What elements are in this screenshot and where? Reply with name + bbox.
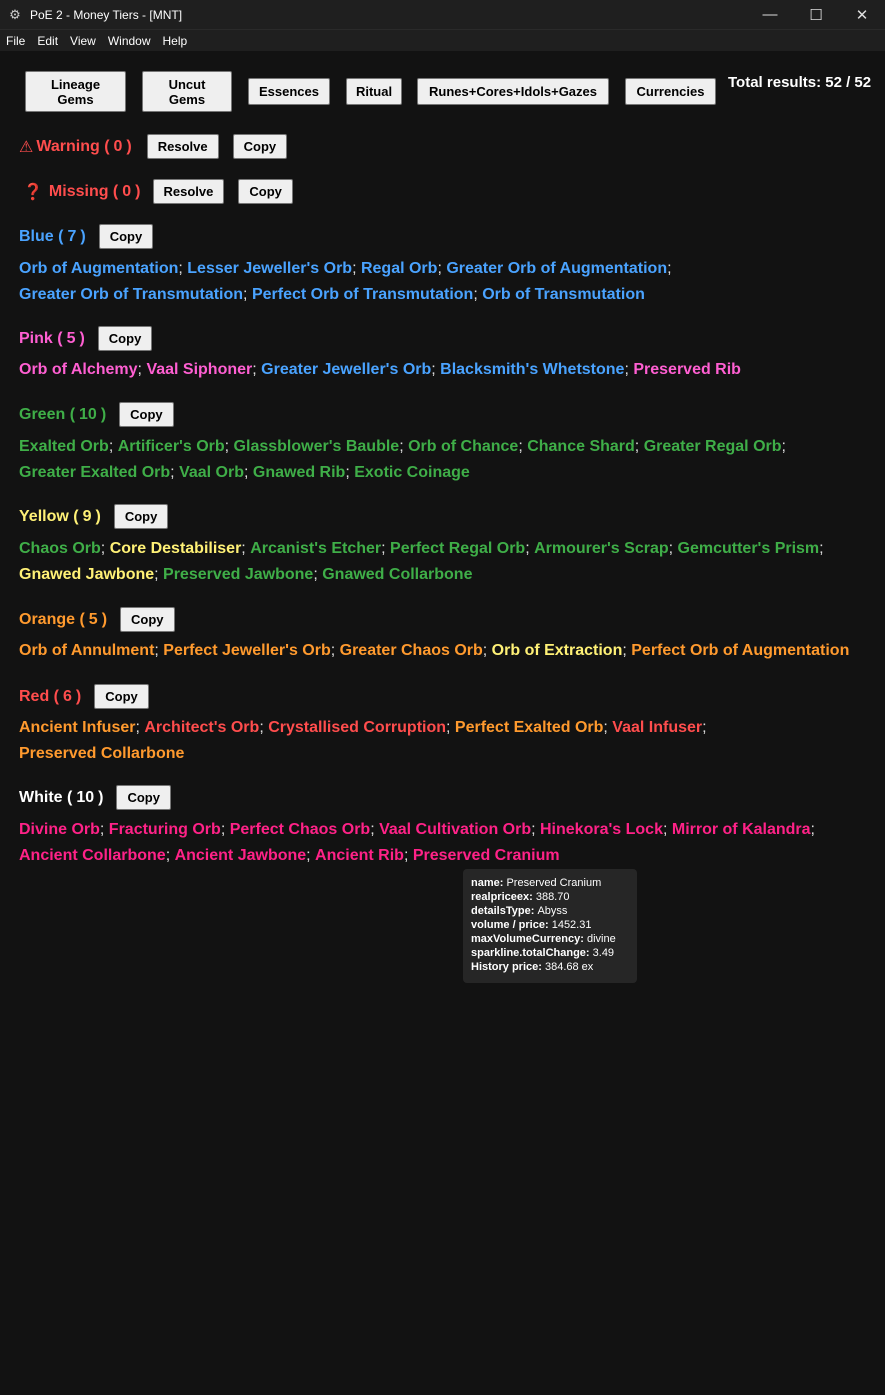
tier-item[interactable]: Exotic Coinage <box>354 463 470 481</box>
tier-item[interactable]: Greater Regal Orb <box>643 438 782 455</box>
tier-item[interactable]: Preserved Rib <box>633 361 741 378</box>
tier-item[interactable]: Mirror of Kalandra <box>671 821 811 838</box>
tier-item[interactable]: Greater Chaos Orb <box>339 642 483 659</box>
tooltip-line <box>471 960 629 974</box>
tier-count: 7 <box>67 227 77 245</box>
item-separator: ; <box>624 361 634 378</box>
item-separator: ; <box>352 260 361 277</box>
tier-item[interactable]: Perfect Orb of Augmentation <box>631 642 850 659</box>
item-separator: ; <box>243 285 252 303</box>
item-separator: ; <box>525 540 535 557</box>
item-separator: ; <box>399 438 409 455</box>
item-separator: ; <box>819 540 824 557</box>
tier-item[interactable]: Orb of Alchemy <box>19 361 138 378</box>
item-separator: ; <box>482 642 492 659</box>
close-icon[interactable]: ✕ <box>855 6 869 24</box>
item-separator: ; <box>622 642 632 659</box>
tier-item-list <box>19 256 869 307</box>
missing-label: Missing ( <box>48 182 119 200</box>
tier-close: ) <box>79 329 85 347</box>
item-separator: ; <box>241 540 251 557</box>
tooltip-line <box>471 890 629 904</box>
item-separator: ; <box>603 719 613 736</box>
tier-item[interactable]: Preserved Jawbone <box>163 565 314 583</box>
item-separator: ; <box>667 260 672 277</box>
item-separator: ; <box>220 821 230 838</box>
missing-close: ) <box>135 182 141 200</box>
tooltip-line <box>471 876 629 890</box>
tooltip-value: 3.49 <box>592 947 615 959</box>
tier-copy-button[interactable]: Copy <box>119 402 174 427</box>
tier-copy-button[interactable]: Copy <box>120 607 175 632</box>
tier-close: ) <box>100 405 107 423</box>
tier-item[interactable]: Lesser Jeweller's Orb <box>187 260 353 277</box>
tooltip-key: volume / price: <box>471 919 552 931</box>
tier-item[interactable]: Hinekora's Lock <box>540 821 663 838</box>
tier-item[interactable]: Gemcutter's Prism <box>677 540 820 557</box>
item-separator: ; <box>165 846 175 864</box>
item-separator: ; <box>99 821 109 838</box>
tooltip-key: sparkline.totalChange: <box>471 947 593 959</box>
tier-item[interactable]: Vaal Infuser <box>612 719 703 736</box>
menu-view[interactable]: View <box>70 33 96 48</box>
window-title: PoE 2 - Money Tiers - [MNT] <box>30 7 183 22</box>
tier-item-list <box>19 357 869 383</box>
tier-item[interactable]: Blacksmith's Whetstone <box>440 361 625 378</box>
item-separator: ; <box>108 438 118 455</box>
tier-name: Pink ( <box>19 329 63 347</box>
tier-close: ) <box>101 610 108 628</box>
tier-count: 10 <box>76 788 95 806</box>
tier-item-list <box>19 536 869 587</box>
item-separator: ; <box>243 463 253 481</box>
tier-item[interactable]: Gnawed Collarbone <box>322 565 473 583</box>
tier-item[interactable]: Architect's Orb <box>144 719 260 736</box>
tier-item[interactable]: Greater Exalted Orb <box>19 463 171 481</box>
tier-item[interactable]: Vaal Orb <box>179 463 244 481</box>
total-results: Total results: 52 / 52 <box>728 74 872 91</box>
warning-resolve-button[interactable]: Resolve <box>147 134 219 159</box>
item-separator: ; <box>531 821 540 838</box>
tier-name: Yellow ( <box>19 507 79 525</box>
tab-currencies[interactable]: Currencies <box>625 78 716 105</box>
tier-item[interactable]: Perfect Orb of Transmutation <box>251 285 474 303</box>
tier-close: ) <box>75 687 82 705</box>
tier-close: ) <box>80 227 86 245</box>
tier-item[interactable]: Artificer's Orb <box>117 438 225 455</box>
tier-item[interactable]: Gnawed Jawbone <box>19 565 155 583</box>
tier-item[interactable]: Ancient Collarbone <box>19 846 166 864</box>
warning-count: 0 <box>113 137 123 155</box>
item-separator: ; <box>518 438 528 455</box>
tier-header <box>19 326 152 351</box>
item-separator: ; <box>437 260 447 277</box>
category-tabs <box>25 71 716 112</box>
tooltip-key: History price: <box>471 961 545 973</box>
warning-icon: ⚠ <box>19 138 34 156</box>
item-separator: ; <box>781 438 786 455</box>
item-separator: ; <box>446 719 455 736</box>
tooltip-line <box>471 932 629 946</box>
item-separator: ; <box>154 642 164 659</box>
missing-header <box>19 179 293 204</box>
tier-item[interactable]: Greater Orb of Augmentation <box>446 260 668 277</box>
item-separator: ; <box>178 260 188 277</box>
warning-copy-button[interactable]: Copy <box>233 134 288 159</box>
tier-copy-button[interactable]: Copy <box>116 785 171 810</box>
item-separator: ; <box>345 463 355 481</box>
tier-close: ) <box>95 507 101 525</box>
item-separator: ; <box>662 821 672 838</box>
tier-name: Red ( <box>19 687 59 705</box>
tier-count: 6 <box>63 687 72 705</box>
tier-item[interactable]: Gnawed Rib <box>252 463 346 481</box>
menu-file[interactable]: File <box>6 33 26 48</box>
tier-item[interactable]: Orb of Extraction <box>491 642 623 659</box>
tier-item[interactable]: Preserved Collarbone <box>19 744 185 762</box>
missing-copy-button[interactable]: Copy <box>238 179 293 204</box>
tier-name: Blue ( <box>19 227 64 245</box>
tier-item[interactable]: Vaal Siphoner <box>146 361 253 378</box>
tooltip-value: 1452.31 <box>551 919 592 931</box>
tier-item[interactable]: Armourer's Scrap <box>534 540 669 557</box>
tier-item[interactable]: Orb of Annulment <box>19 642 155 659</box>
menu-bar <box>0 30 885 51</box>
tier-item[interactable]: Ancient Infuser <box>19 719 136 736</box>
tier-header <box>19 402 174 427</box>
tab-essences[interactable]: Essences <box>248 78 330 105</box>
tier-item[interactable]: Perfect Chaos Orb <box>229 821 371 838</box>
tier-name: Orange ( <box>19 610 85 628</box>
tab-ritual[interactable]: Ritual <box>346 78 402 105</box>
warning-header <box>19 134 287 159</box>
item-separator: ; <box>370 821 380 838</box>
tier-header <box>19 224 153 249</box>
tier-header <box>19 504 168 529</box>
item-separator: ; <box>634 438 644 455</box>
tier-item[interactable]: Exalted Orb <box>19 438 109 455</box>
item-separator: ; <box>154 565 164 583</box>
item-tooltip <box>463 869 637 983</box>
tab-lineage-gems[interactable]: Lineage Gems <box>25 71 126 112</box>
item-separator: ; <box>473 285 483 303</box>
item-separator: ; <box>170 463 180 481</box>
item-separator: ; <box>259 719 269 736</box>
item-separator: ; <box>668 540 678 557</box>
tooltip-line <box>471 946 629 960</box>
tier-item-list <box>19 817 869 868</box>
tier-item[interactable]: Glassblower's Bauble <box>233 438 400 455</box>
tooltip-value: 388.70 <box>535 891 570 903</box>
tier-item-list <box>19 638 869 664</box>
tier-item[interactable]: Arcanist's Etcher <box>250 540 382 557</box>
app-icon: ⚙ <box>9 6 21 22</box>
tier-item[interactable]: Core Destabiliser <box>109 540 242 557</box>
item-separator: ; <box>135 719 145 736</box>
tier-item[interactable]: Regal Orb <box>360 260 438 277</box>
item-separator: ; <box>431 361 441 378</box>
tier-item[interactable]: Fracturing Orb <box>108 821 221 838</box>
title-bar <box>0 0 885 30</box>
tier-copy-button[interactable]: Copy <box>114 504 169 529</box>
tooltip-value: divine <box>586 933 616 945</box>
item-separator: ; <box>224 438 234 455</box>
tier-item[interactable]: Greater Orb of Transmutation <box>19 285 244 303</box>
missing-count: 0 <box>122 182 132 200</box>
tier-count: 5 <box>66 329 76 347</box>
item-separator: ; <box>810 821 815 838</box>
tooltip-key: detailsType: <box>471 905 538 917</box>
item-separator: ; <box>330 642 340 659</box>
tier-count: 9 <box>82 507 92 525</box>
tier-item[interactable]: Ancient Rib <box>315 846 404 864</box>
tooltip-value: 384.68 ex <box>544 961 594 973</box>
tier-copy-button[interactable]: Copy <box>99 224 154 249</box>
tier-header <box>19 684 149 709</box>
tier-header <box>19 785 171 810</box>
item-separator: ; <box>100 540 110 557</box>
tier-copy-button[interactable]: Copy <box>98 326 153 351</box>
question-icon: ❓ <box>23 183 43 201</box>
minimize-icon[interactable]: — <box>762 6 778 23</box>
menu-window[interactable]: Window <box>107 33 151 48</box>
tier-count: 10 <box>79 405 97 423</box>
tier-item[interactable]: Divine Orb <box>19 821 100 838</box>
item-separator: ; <box>313 565 323 583</box>
tier-name: White ( <box>19 788 73 806</box>
tier-item[interactable]: Orb of Transmutation <box>482 285 645 303</box>
menu-edit[interactable]: Edit <box>37 33 59 48</box>
tier-item[interactable]: Orb of Augmentation <box>19 260 179 277</box>
tier-item[interactable]: Vaal Cultivation Orb <box>379 821 532 838</box>
tier-item[interactable]: Chance Shard <box>527 438 635 455</box>
tooltip-key: name: <box>471 877 507 889</box>
tier-item[interactable]: Greater Jeweller's Orb <box>261 361 432 378</box>
tier-copy-button[interactable]: Copy <box>94 684 149 709</box>
tooltip-value: Abyss <box>537 905 568 917</box>
tier-close: ) <box>98 788 104 806</box>
tooltip-value: Preserved Cranium <box>506 877 602 889</box>
item-separator: ; <box>403 846 413 864</box>
item-separator: ; <box>306 846 316 864</box>
item-separator: ; <box>137 361 147 378</box>
tooltip-key: realpriceex: <box>471 891 536 903</box>
tier-item-list <box>19 434 869 485</box>
tier-header <box>19 607 175 632</box>
tier-item[interactable]: Ancient Jawbone <box>174 846 307 864</box>
tab-uncut-gems[interactable]: Uncut Gems <box>142 71 232 112</box>
item-separator: ; <box>702 719 707 736</box>
missing-resolve-button[interactable]: Resolve <box>153 179 225 204</box>
tier-item[interactable]: Crystallised Corruption <box>268 719 447 736</box>
tier-item[interactable]: Perfect Regal Orb <box>390 540 526 557</box>
item-separator: ; <box>252 361 262 378</box>
tier-name: Green ( <box>19 405 76 423</box>
tier-item[interactable]: Preserved Cranium <box>412 846 560 864</box>
warning-close: ) <box>126 137 132 155</box>
tooltip-line <box>471 904 629 918</box>
tier-item-list <box>19 715 869 766</box>
menu-help[interactable]: Help <box>162 33 188 48</box>
tier-count: 5 <box>88 610 98 628</box>
tier-item[interactable]: Perfect Jeweller's Orb <box>163 642 331 659</box>
tooltip-line <box>471 918 629 932</box>
tab-runes-cores[interactable]: Runes+Cores+Idols+Gazes <box>417 78 609 105</box>
tooltip-key: maxVolumeCurrency: <box>471 933 587 945</box>
maximize-icon[interactable]: ☐ <box>809 6 823 24</box>
tier-item[interactable]: Orb of Chance <box>408 438 519 455</box>
warning-label: Warning ( <box>36 137 110 155</box>
tier-item[interactable]: Chaos Orb <box>19 540 101 557</box>
item-separator: ; <box>381 540 391 557</box>
tier-item[interactable]: Perfect Exalted Orb <box>454 719 604 736</box>
